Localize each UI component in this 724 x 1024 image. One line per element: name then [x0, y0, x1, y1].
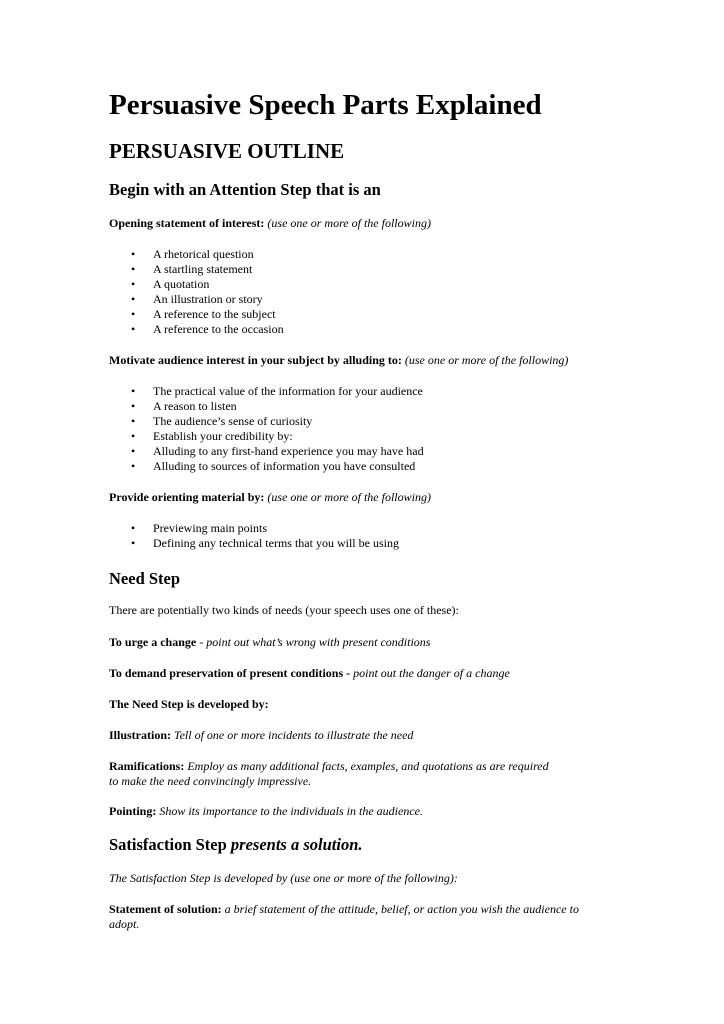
list-item: • A reference to the occasion [131, 322, 284, 336]
urge-label: To urge a change [109, 635, 197, 649]
page-title: Persuasive Speech Parts Explained [109, 89, 542, 121]
list-item: • Alluding to sources of information you have consulted [131, 459, 416, 473]
need-developed: The Need Step is developed by: [109, 697, 269, 711]
list-item: • Alluding to any first-hand experience you may have had [131, 444, 424, 458]
ramifications-line [109, 759, 549, 789]
ramifications-text-2: to make the need convincingly impressive. [109, 774, 312, 788]
opening-statement-line [109, 216, 431, 231]
opening-note: (use one or more of the following) [267, 216, 431, 230]
list-item: • Previewing main points [131, 521, 267, 535]
list-item: • Establish your credibility by: [131, 429, 293, 443]
list-item: • A rhetorical question [131, 247, 254, 261]
statement-text-2: adopt. [109, 917, 140, 931]
list-item: • The audience’s sense of curiosity [131, 414, 313, 428]
urge-text: - point out what’s wrong with present conditions [199, 635, 431, 649]
orient-line [109, 490, 431, 505]
list-item: • An illustration or story [131, 292, 263, 306]
pointing-text: Show its importance to the individuals in the audience. [159, 804, 423, 818]
satisfaction-developed: The Satisfaction Step is developed by (use one or more of the following): [109, 871, 458, 885]
list-item: • The practical value of the information for your audience [131, 384, 423, 398]
need-heading: Need Step [109, 569, 181, 588]
motivate-list [109, 384, 424, 474]
orient-list [109, 521, 399, 551]
ramifications-label: Ramifications: [109, 759, 185, 773]
need-intro: There are potentially two kinds of needs (your speech uses one of these): [109, 603, 459, 617]
pointing-label: Pointing: [109, 804, 157, 818]
list-item: • A reference to the subject [131, 307, 276, 321]
outline-heading: PERSUASIVE OUTLINE [109, 139, 345, 163]
orient-label: Provide orienting material by: [109, 490, 265, 504]
opening-list [109, 247, 284, 337]
list-item: • A quotation [131, 277, 210, 291]
orient-note: (use one or more of the following) [267, 490, 431, 504]
demand-text: point out the danger of a change [353, 666, 510, 680]
illustration-text: Tell of one or more incidents to illustrate the need [174, 728, 414, 742]
illustration-label: Illustration: [109, 728, 172, 742]
motivate-line [109, 353, 568, 368]
motivate-label: Motivate audience interest in your subject by alluding to: [109, 353, 402, 367]
statement-text-1: a brief statement of the attitude, belief, or action you wish the audience to [224, 902, 579, 916]
statement-line [109, 902, 579, 932]
opening-label: Opening statement of interest: [109, 216, 265, 230]
list-item: • Defining any technical terms that you will be using [131, 536, 399, 550]
urge-line [109, 635, 430, 650]
demand-label: To demand preservation of present conditions - [109, 666, 351, 680]
pointing-line [109, 804, 423, 819]
list-item: • A startling statement [131, 262, 253, 276]
satisfaction-heading [109, 835, 363, 855]
demand-line [109, 666, 510, 681]
statement-label: Statement of solution: [109, 902, 222, 916]
motivate-note: (use one or more of the following) [404, 353, 569, 367]
ramifications-text-1: Employ as many additional facts, examples, and quotations as are required [187, 759, 549, 773]
satisfaction-heading-italic: presents a solution. [230, 835, 363, 854]
list-item: • A reason to listen [131, 399, 237, 413]
attention-heading: Begin with an Attention Step that is an [109, 180, 381, 199]
illustration-line [109, 728, 413, 743]
satisfaction-heading-bold: Satisfaction Step [109, 835, 227, 854]
